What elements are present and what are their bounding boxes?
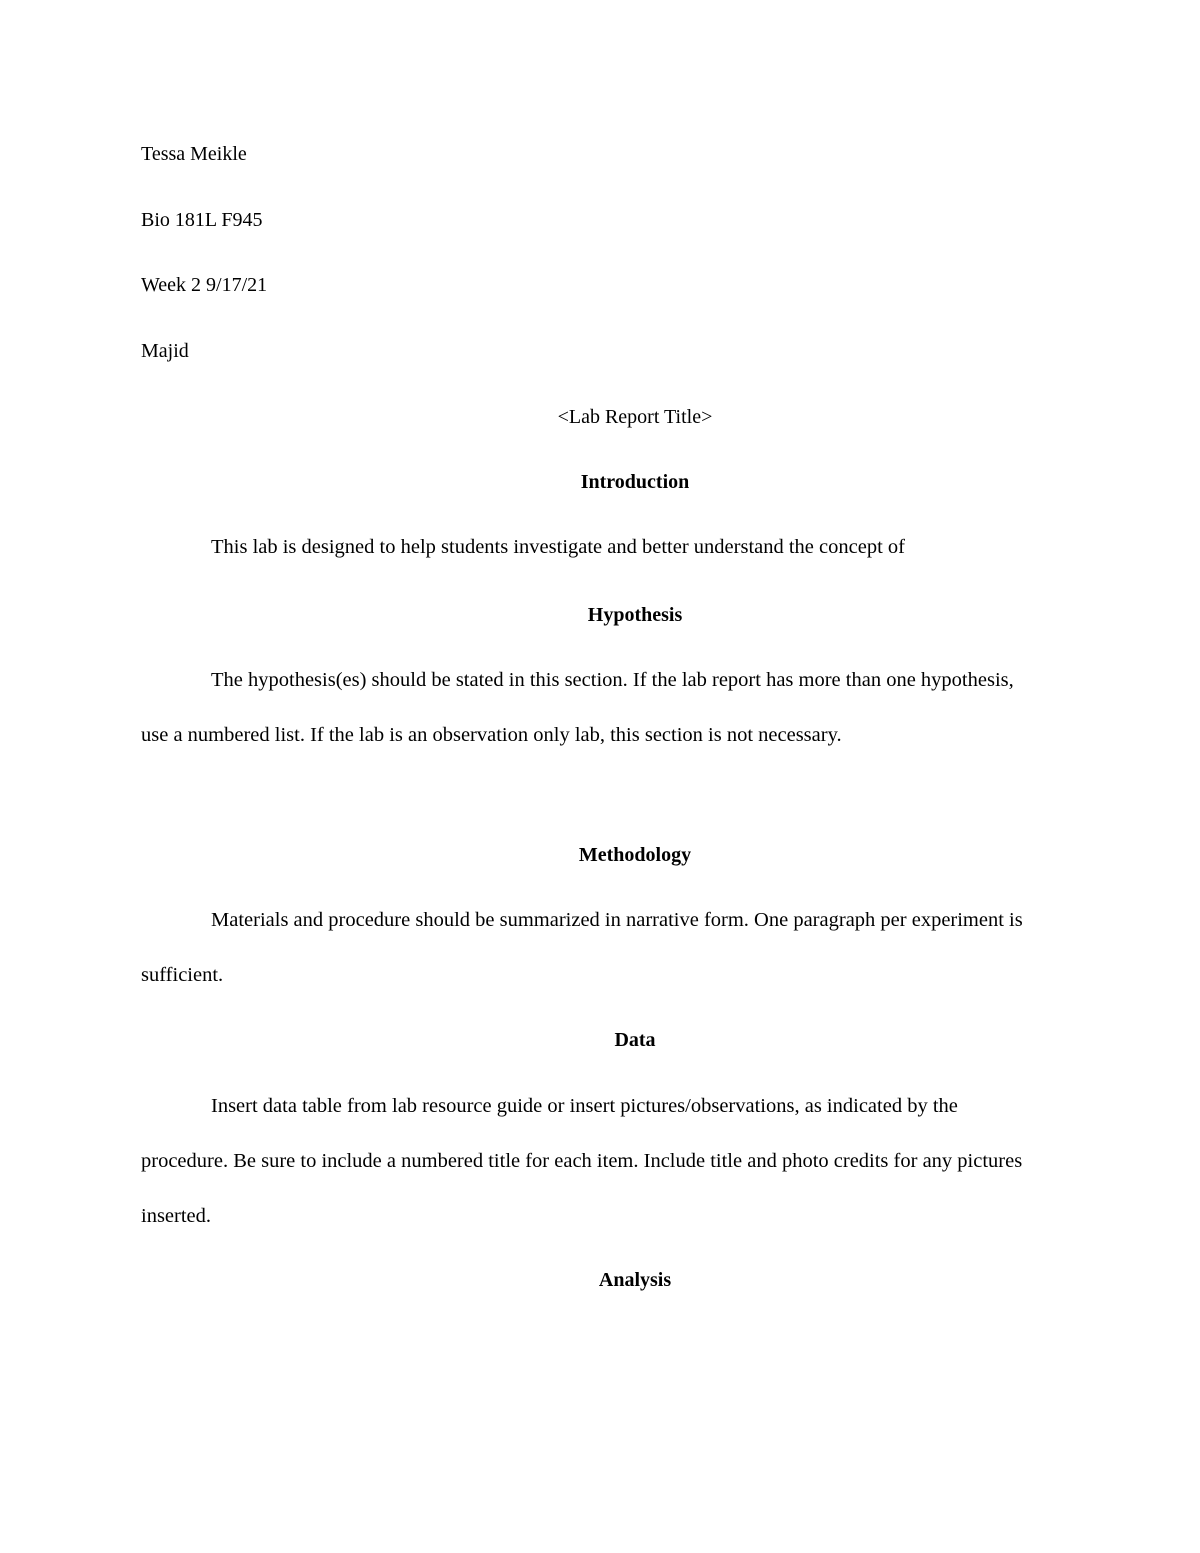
course-code: Bio 181L F945 [141,209,263,231]
analysis-heading: Analysis [598,1269,672,1291]
introduction-heading: Introduction [580,471,690,493]
hypothesis-heading: Hypothesis [587,604,683,626]
report-title: <Lab Report Title> [557,406,713,428]
introduction-paragraph: This lab is designed to help students investigate and better understand the concept of [211,536,905,558]
week-date: Week 2 9/17/21 [141,274,268,296]
data-heading: Data [614,1029,656,1051]
hypothesis-paragraph: The hypothesis(es) should be stated in this section. If the lab report has more than one hypothesis, use a numbered list. If the lab is an observation only lab, this section is not necessary. [141,669,1014,746]
methodology-heading: Methodology [578,844,692,866]
methodology-paragraph: Materials and procedure should be summarized in narrative form. One paragraph per experiment is sufficient. [141,909,1023,986]
student-name: Tessa Meikle [141,143,247,165]
data-paragraph: Insert data table from lab resource guide or insert pictures/observations, as indicated by the procedure. Be sure to include a numbered title for each item. Include title and photo credits for any pictures inserted. [141,1095,1023,1227]
instructor-name: Majid [141,340,189,362]
